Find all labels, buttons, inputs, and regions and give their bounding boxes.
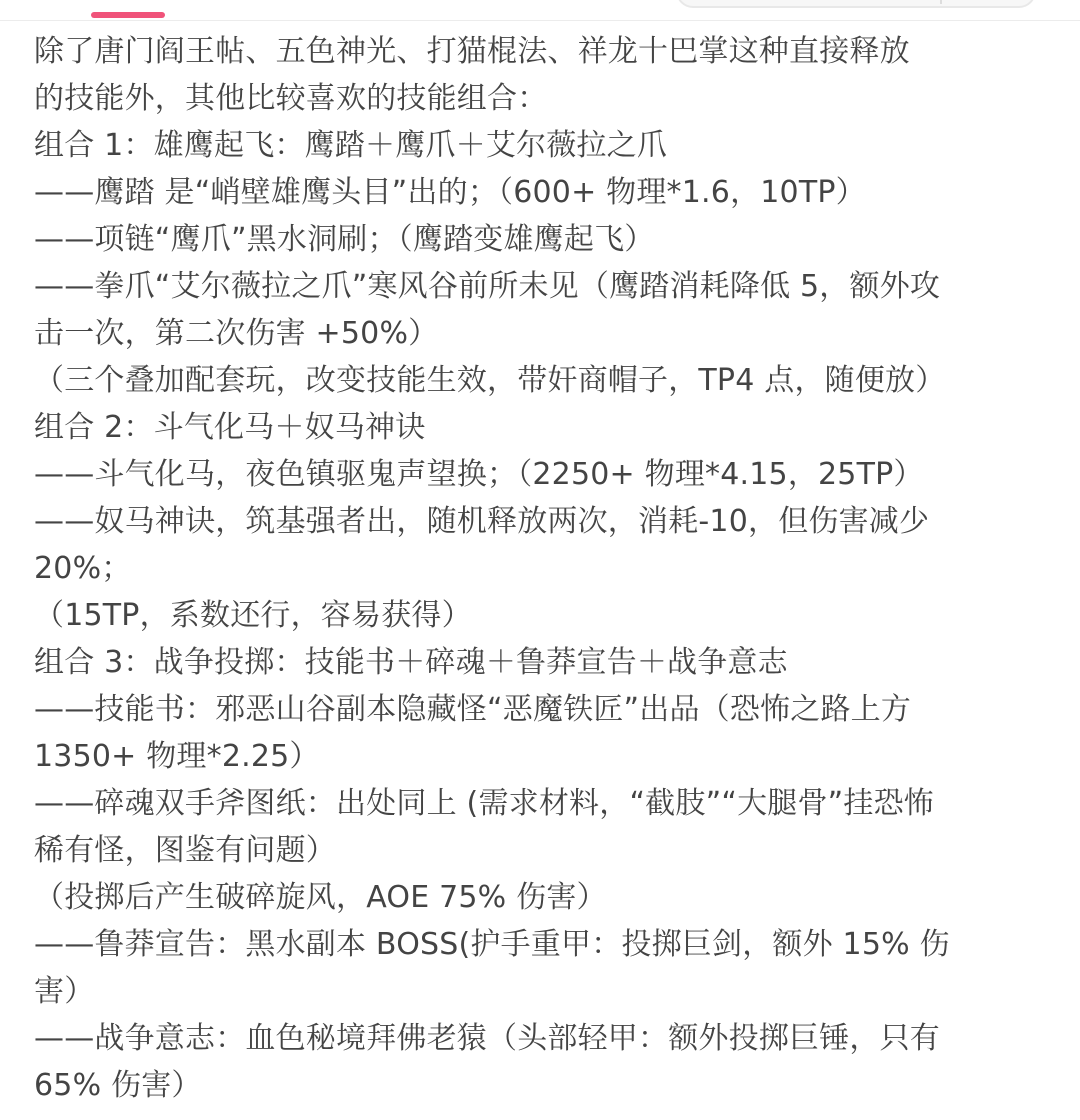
post-line: ——奴马神诀，筑基强者出，随机释放两次，消耗-10，但伤害减少 [34, 504, 930, 539]
post-line: ——斗气化马，夜色镇驱鬼声望换；（2250+ 物理*4.15，25TP） [34, 457, 924, 492]
post-line: 稀有怪，图鉴有问题） [34, 833, 336, 868]
post-line: 害） [34, 974, 95, 1009]
post-line: 组合 1：雄鹰起飞：鹰踏＋鹰爪＋艾尔薇拉之爪 [34, 128, 668, 163]
post-line: ——鲁莽宣告：黑水副本 BOSS(护手重甲：投掷巨剑，额外 15% 伤 [34, 927, 950, 962]
post-line: 击一次，第二次伤害 +50%） [34, 316, 439, 351]
post-line: ——碎魂双手斧图纸：出处同上 (需求材料，“截肢”“大腿骨”挂恐怖 [34, 786, 935, 821]
top-navigation-bar [0, 0, 1080, 21]
post-line: 1350+ 物理*2.25） [34, 739, 320, 774]
search-box-divider [940, 0, 942, 4]
post-line: 的技能外，其他比较喜欢的技能组合： [34, 81, 548, 116]
post-line: ——拳爪“艾尔薇拉之爪”寒风谷前所未见（鹰踏消耗降低 5，额外攻 [34, 269, 941, 304]
post-line: （投掷后产生破碎旋风，AOE 75% 伤害） [34, 880, 607, 915]
post-line: （15TP，系数还行，容易获得） [34, 598, 472, 633]
post-line: ——鹰踏 是“峭壁雄鹰头目”出的；（600+ 物理*1.6，10TP） [34, 175, 866, 210]
post-line: ——战争意志：血色秘境拜佛老猿（头部轻甲：额外投掷巨锤，只有 [34, 1021, 940, 1056]
search-box[interactable] [676, 0, 1036, 8]
post-line: （三个叠加配套玩，改变技能生效，带奸商帽子，TP4 点，随便放） [34, 363, 946, 398]
post-line: 组合 3：战争投掷：技能书＋碎魂＋鲁莽宣告＋战争意志 [34, 645, 788, 680]
active-tab-indicator [91, 12, 165, 18]
post-line: ——项链“鹰爪”黑水洞刷；（鹰踏变雄鹰起飞） [34, 222, 655, 257]
post-content [34, 28, 1044, 1109]
post-line: 65% 伤害） [34, 1068, 202, 1103]
post-line: ——技能书：邪恶山谷副本隐藏怪“恶魔铁匠”出品（恐怖之路上方 [34, 692, 912, 727]
post-line: 20%； [34, 551, 132, 586]
post-line: 除了唐门阎王帖、五色神光、打猫棍法、祥龙十巴掌这种直接释放 [34, 34, 910, 69]
post-line: 组合 2：斗气化马＋奴马神诀 [34, 410, 426, 445]
